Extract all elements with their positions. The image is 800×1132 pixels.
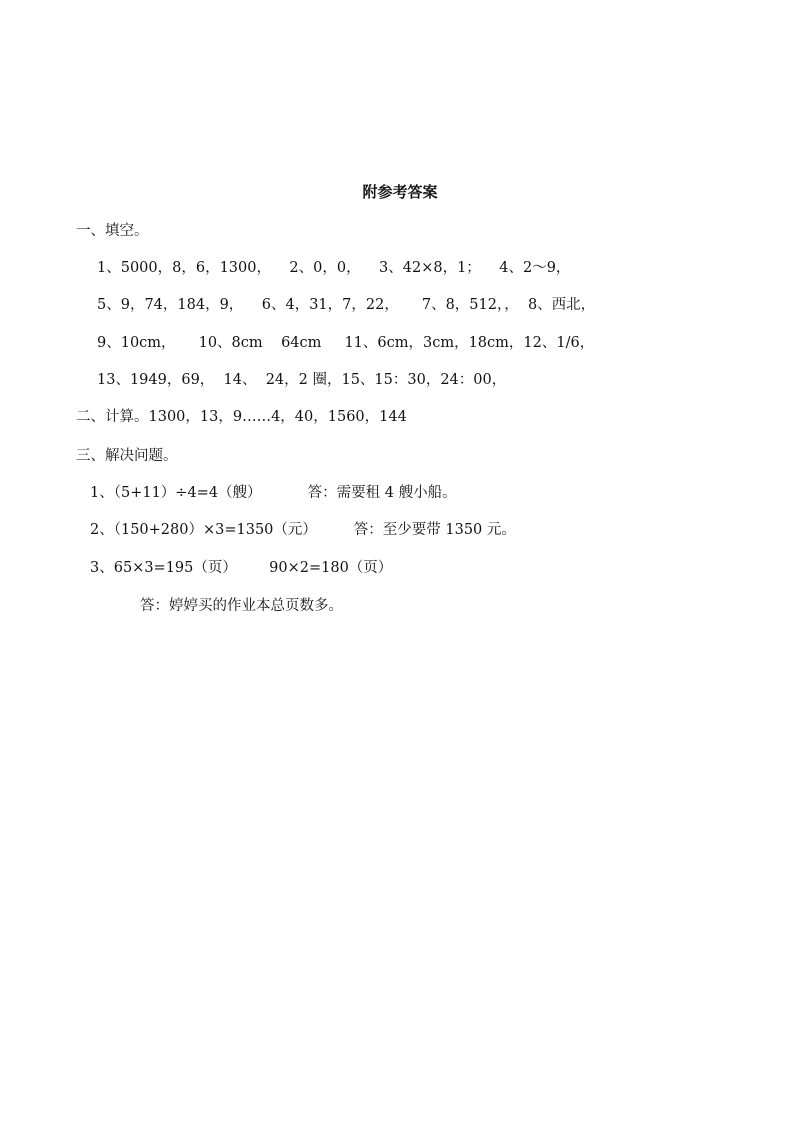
fill-blank-line-3: 9、10cm， 10、8cm 64cm 11、6cm，3cm，18cm，12、1/6， — [97, 335, 595, 351]
problem-3-calculation: 3、65×3=195（页） 90×2=180（页） — [90, 560, 393, 576]
fill-blank-line-1: 1、5000，8，6，1300， 2、0，0， 3、42×8，1； 4、2～9， — [97, 260, 571, 276]
problem-3-answer: 答：婷婷买的作业本总页数多。 — [140, 598, 343, 614]
fill-blank-line-4: 13、1949，69， 14、 24，2 圈，15、15：30，24：00， — [97, 372, 507, 388]
document-title: 附参考答案 — [362, 183, 438, 201]
section-1-heading: 一、填空。 — [76, 223, 149, 239]
fill-blank-line-2: 5、9，74，184，9， 6、4，31，7，22， 7、8，512，， 8、西北， — [97, 297, 596, 313]
problem-1-answer: 1、（5+11）÷4=4（艘） 答：需要租 4 艘小船。 — [90, 485, 457, 501]
section-2-heading: 二、计算。1300，13，9……4，40，1560，144 — [76, 409, 407, 425]
section-3-heading: 三、解决问题。 — [76, 448, 178, 464]
problem-2-answer: 2、（150+280）×3=1350（元） 答：至少要带 1350 元。 — [90, 522, 516, 538]
